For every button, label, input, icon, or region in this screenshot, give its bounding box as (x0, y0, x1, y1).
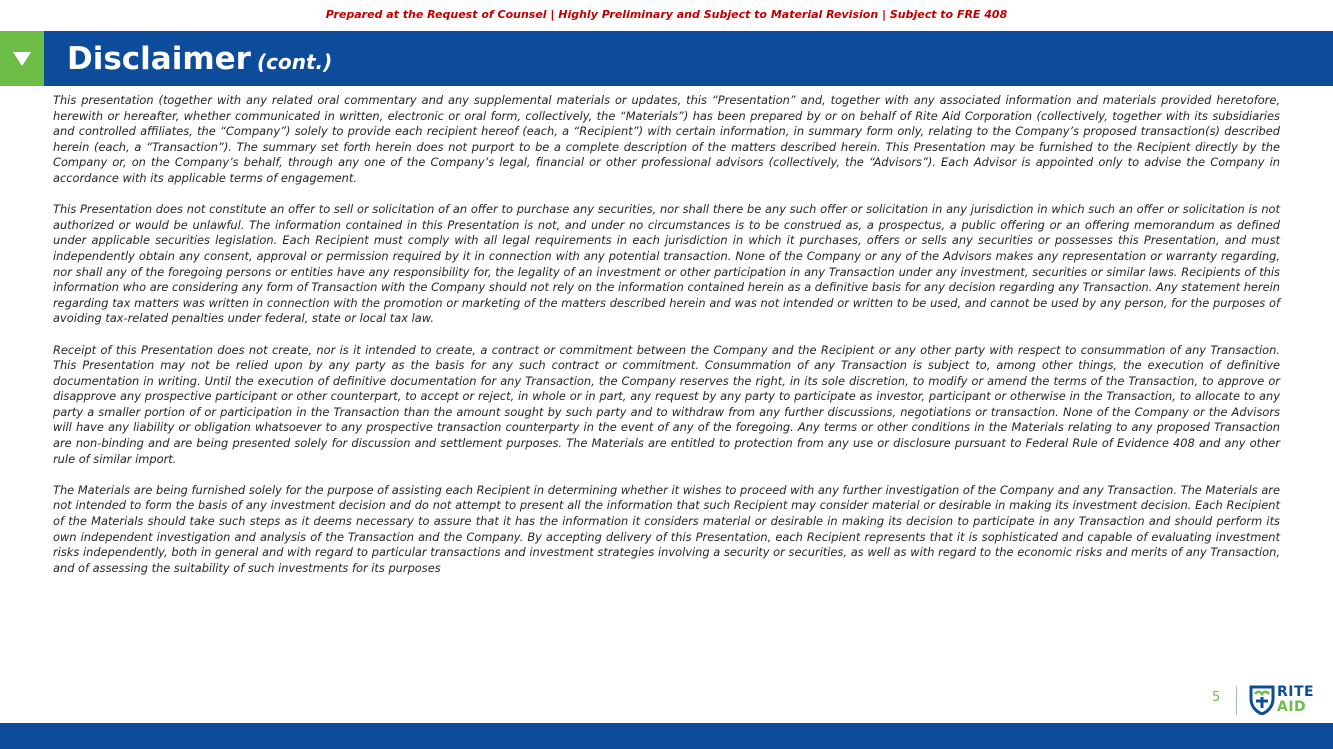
logo-text-aid: AID (1277, 699, 1307, 715)
disclaimer-paragraph: This presentation (together with any related oral commentary and any supplemental materials or updates, this “Presentation” and, together with any associated information and materials provided heretofore, herewith or hereafter, whether communicated in written, electronic or oral form, collectively, the “Materials”) has been prepared by or on behalf of Rite Aid Corporation (collectively, together with its subsidiaries and controlled affiliates, the “Company”) solely to provide each recipient hereof (each, a “Recipient”) with certain information, in summary form only, relating to the Company’s proposed transaction(s) described herein (each, a “Transaction”). The summary set forth herein does not purport to be a complete description of the matters described herein. This Presentation may be furnished to the Recipient directly by the Company or, on the Company’s behalf, through any one of the Company’s legal, financial or other professional advisors (collectively, the “Advisors”). Each Advisor is appointed only to advise the Company in accordance with its applicable terms of engagement. (53, 93, 1280, 185)
rite-aid-logo (1249, 685, 1319, 717)
footer-bar (0, 723, 1333, 749)
disclaimer-paragraph: This Presentation does not constitute an offer to sell or solicitation of an offer to purchase any securities, nor shall there be any such offer or solicitation in any jurisdiction in which such an offer or solicitation is not authorized or would be unlawful. The information contained in this Presentation is not, and under no circumstances is to be construed as, a prospectus, a public offering or an offering memorandum as defined under applicable securities legislation. Each Recipient must comply with all legal requirements in each jurisdiction in which it purchases, offers or sells any securities or possesses this Presentation, and must independently obtain any consent, approval or permission required by it in connection with any potential transaction. None of the Company or any of the Advisors makes any representation or warranty regarding, nor shall any of the foregoing persons or entities have any responsibility for, the legality of an investment or other participation in any Transaction under any investment, securities or similar laws. Recipients of this information who are considering any form of Transaction with the Company should not rely on the information contained herein as a definitive basis for any decision regarding any Transaction. Any statement herein regarding tax matters was written in connection with the promotion or marketing of the matters described herein and was not intended or written to be used, and cannot be used by any person, for the purposes of avoiding tax-related penalties under federal, state or local tax law. (53, 202, 1280, 326)
page-title (67, 39, 332, 82)
disclaimer-paragraph: The Materials are being furnished solely for the purpose of assisting each Recipient in determining whether it wishes to proceed with any further investigation of the Company and any Transaction. The Materials are not intended to form the basis of any investment decision and do not attempt to present all the information that such Recipient may consider material or desirable in making its investment decision. Each Recipient of the Materials should take such steps as it deems necessary to assure that it has the information it considers material or desirable in making its decision to participate in any Transaction and should perform its own independent investigation and analysis of the Transaction and the Company. By accepting delivery of this Presentation, each Recipient represents that it is sophisticated and capable of evaluating investment risks independently, both in general and with regard to particular transactions and investment strategies involving a security or securities, as well as with regard to the economic risks and merits of any Transaction, and of assessing the suitability of such investments for its purposes (53, 482, 1280, 575)
title-bar (0, 31, 1333, 86)
rite-aid-shield-icon (1249, 685, 1275, 715)
confidential-notice: Prepared at the Request of Counsel | Highly Preliminary and Subject to Material Revision | Subject to FRE 408 (325, 8, 1008, 21)
triangle-down-icon (13, 52, 31, 66)
page-title-suffix: (cont.) (256, 50, 333, 74)
page-title-main: Disclaimer (67, 41, 251, 77)
disclaimer-paragraph: Receipt of this Presentation does not create, nor is it intended to create, a contract or commitment between the Company and the Recipient or any other party with respect to consummation of any Transaction. This Presentation may not be relied upon by any party as the basis for any such contract or commitment. Consummation of any Transaction is subject to, among other things, the execution of definitive documentation in writing. Until the execution of definitive documentation for any Transaction, the Company reserves the right, in its sole discretion, to modify or amend the terms of the Transaction, to approve or disapprove any prospective participant or other counterpart, to accept or reject, in whole or in part, any request by any party to participate as investor, participant or otherwise in the Transaction, to allocate to any party a smaller portion of or participation in the Transaction than the amount sought by such party and to withdraw from any further discussions, negotiations or transaction. None of the Company or the Advisors will have any liability or obligation whatsoever to any prospective transaction counterparty in the event of any of the foregoing. Any terms or other conditions in the Materials relating to any proposed Transaction are non-binding and are being presented solely for discussion and settlement purposes. The Materials are entitled to protection from any use or disclosure pursuant to Federal Rule of Evidence 408 and any other rule of similar import. (53, 342, 1280, 466)
footer-divider (1236, 686, 1237, 715)
logo-text-rite: RITE (1277, 684, 1315, 700)
disclaimer-body (53, 93, 1280, 592)
title-marker (0, 31, 44, 86)
page-number: 5 (1212, 690, 1221, 705)
